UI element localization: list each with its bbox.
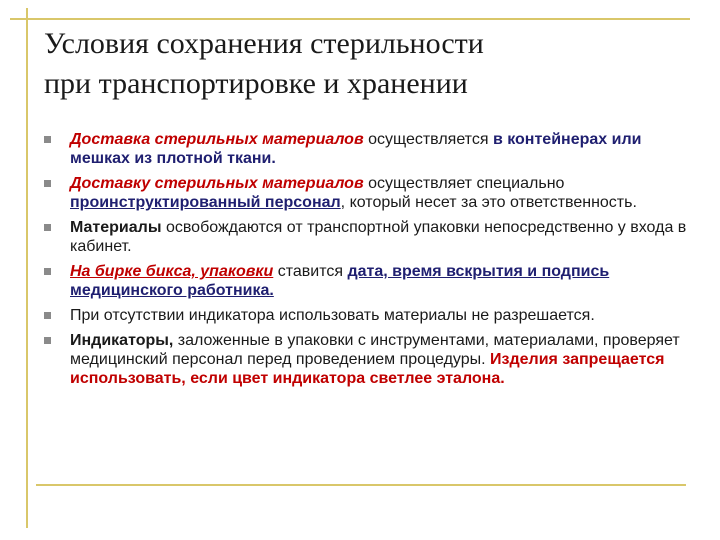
item-text: заложенные в упаковки с инструментами, материалами, проверяет медицинский персонал перед проведением процедуры. xyxy=(70,332,680,368)
item-highlight: дата, время вскрытия и подпись медицинского работника. xyxy=(70,263,610,299)
list-item xyxy=(44,174,694,212)
decorative-bottom-line xyxy=(36,484,686,486)
item-text: освобождаются от транспортной упаковки непосредственно у входа в кабинет. xyxy=(70,219,687,255)
item-text: осуществляется xyxy=(363,131,493,148)
square-bullet-icon xyxy=(44,224,51,231)
item-emphasis: Доставку стерильных материалов xyxy=(70,175,364,192)
title-line-2: при транспортировке и хранении xyxy=(44,67,468,100)
item-highlight: в контейнерах или мешках из плотной ткани. xyxy=(70,131,642,167)
list-item xyxy=(44,331,694,388)
item-emphasis: На бирке бикса, упаковки xyxy=(70,263,274,280)
square-bullet-icon xyxy=(44,312,51,319)
list-item xyxy=(44,218,694,256)
item-highlight: проинструктированный персонал xyxy=(70,194,341,211)
square-bullet-icon xyxy=(44,180,51,187)
square-bullet-icon xyxy=(44,268,51,275)
item-text: ставится xyxy=(273,263,348,280)
bullet-list xyxy=(44,130,694,394)
item-text: осуществляет специально xyxy=(363,175,565,192)
item-text: , который несет за это ответственность. xyxy=(340,194,637,211)
decorative-top-line xyxy=(10,18,690,20)
title-line-1: Условия сохранения стерильности xyxy=(44,27,484,60)
square-bullet-icon xyxy=(44,136,51,143)
item-highlight: Изделия запрещается использовать, если цвет индикатора светлее эталона. xyxy=(70,351,665,387)
square-bullet-icon xyxy=(44,337,51,344)
slide-title xyxy=(44,24,684,104)
item-emphasis: Материалы xyxy=(70,219,162,236)
item-emphasis: Доставка стерильных материалов xyxy=(70,131,364,148)
list-item xyxy=(44,262,694,300)
list-item xyxy=(44,130,694,168)
list-item xyxy=(44,306,694,325)
item-emphasis: Индикаторы, xyxy=(70,332,174,349)
decorative-vertical-line xyxy=(26,8,28,528)
item-text: При отсутствии индикатора использовать материалы не разрешается. xyxy=(70,307,595,324)
